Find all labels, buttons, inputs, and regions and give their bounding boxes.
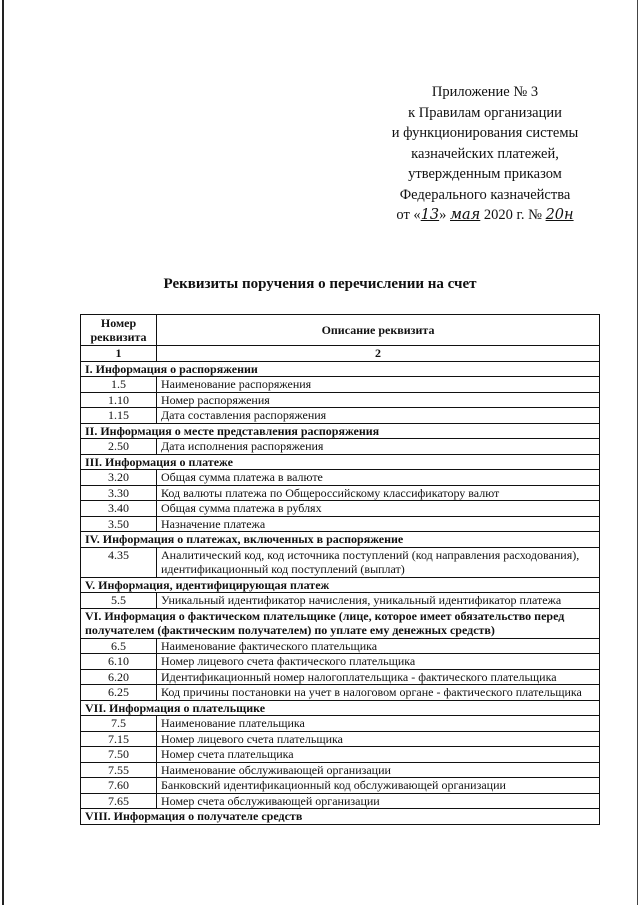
table-body: [81, 361, 600, 824]
requisite-code: 7.15: [81, 731, 157, 747]
table-row: [81, 669, 600, 685]
date-day: 13: [420, 207, 440, 223]
requisite-description: Номер распоряжения: [157, 392, 600, 408]
table-row: [81, 408, 600, 424]
requisite-description: Номер счета обслуживающей организации: [157, 793, 600, 809]
date-year: 2020 г. №: [483, 207, 542, 223]
requisites-table: [80, 314, 600, 825]
page-right-edge: [637, 0, 638, 905]
table-row: [81, 793, 600, 809]
section-row: [81, 361, 600, 377]
table-row: [81, 501, 600, 517]
requisite-description: Назначение платежа: [157, 516, 600, 532]
requisite-code: 3.40: [81, 501, 157, 517]
requisite-description: Наименование обслуживающей организации: [157, 762, 600, 778]
requisite-code: 6.10: [81, 654, 157, 670]
section-title: VII. Информация о плательщике: [81, 700, 600, 716]
section-title: IV. Информация о платежах, включенных в распоряжение: [81, 532, 600, 548]
requisite-description: Номер лицевого счета фактического плательщика: [157, 654, 600, 670]
requisite-description: Наименование фактического плательщика: [157, 638, 600, 654]
appendix-line: утвержденным приказом: [408, 166, 562, 182]
section-row: [81, 809, 600, 825]
table-row: [81, 516, 600, 532]
requisite-code: 1.10: [81, 392, 157, 408]
header-description: Описание реквизита: [157, 315, 600, 346]
appendix-line: к Правилам организации: [408, 104, 562, 121]
appendix-line: Приложение № 3: [431, 84, 539, 100]
section-title: V. Информация, идентифицирующая платеж: [81, 577, 600, 593]
appendix-line: и функционирования системы: [391, 125, 579, 141]
requisite-code: 2.50: [81, 439, 157, 455]
requisite-description: Код валюты платежа по Общероссийскому классификатору валют: [157, 485, 600, 501]
table-row: [81, 731, 600, 747]
table-row: [81, 593, 600, 609]
section-row: [81, 423, 600, 439]
table-row: [81, 778, 600, 794]
section-row: [81, 532, 600, 548]
requisite-code: 6.20: [81, 669, 157, 685]
table-row: [81, 547, 600, 577]
table-row: [81, 747, 600, 763]
requisite-description: Общая сумма платежа в рублях: [157, 501, 600, 517]
table-header-row: [81, 315, 600, 346]
section-row: [81, 577, 600, 593]
requisite-code: 3.20: [81, 470, 157, 486]
table-row: [81, 470, 600, 486]
requisite-code: 7.5: [81, 716, 157, 732]
requisite-code: 1.5: [81, 377, 157, 393]
requisite-description: Код причины постановки на учет в налоговом органе - фактического плательщика: [157, 685, 600, 701]
requisite-code: 5.5: [81, 593, 157, 609]
table-row: [81, 485, 600, 501]
appendix-line: Федерального казначейства: [399, 186, 571, 203]
requisite-code: 3.50: [81, 516, 157, 532]
page-title: Реквизиты поручения о перечислении на счет: [163, 276, 477, 292]
section-title: VI. Информация о фактическом плательщике (лице, которое имеет обязательство перед получателем (фактическим получателем) по уплате ему денежных средств): [81, 608, 600, 638]
requisite-description: Уникальный идентификатор начисления, уникальный идентификатор платежа: [157, 593, 600, 609]
requisite-code: 6.5: [81, 638, 157, 654]
requisite-code: 3.30: [81, 485, 157, 501]
date-mid: »: [439, 207, 447, 223]
requisite-description: Наименование плательщика: [157, 716, 600, 732]
appendix-line: казначейских платежей,: [411, 145, 559, 162]
column-number: 1: [81, 346, 157, 362]
page-left-edge: [2, 0, 4, 905]
header-number: Номер реквизита: [81, 315, 157, 346]
table-row: [81, 377, 600, 393]
section-row: [81, 700, 600, 716]
requisite-description: Наименование распоряжения: [157, 377, 600, 393]
date-prefix: от «: [396, 207, 421, 223]
requisite-code: 7.55: [81, 762, 157, 778]
requisite-description: Дата исполнения распоряжения: [157, 439, 600, 455]
requisite-description: Общая сумма платежа в валюте: [157, 470, 600, 486]
requisite-description: Номер лицевого счета плательщика: [157, 731, 600, 747]
column-number: 2: [157, 346, 600, 362]
section-title: VIII. Информация о получателе средств: [81, 809, 600, 825]
requisite-code: 7.50: [81, 747, 157, 763]
requisite-code: 6.25: [81, 685, 157, 701]
appendix-date-line: [360, 205, 610, 226]
requisite-description: Идентификационный номер налогоплательщика - фактического плательщика: [157, 669, 600, 685]
table-row: [81, 654, 600, 670]
requisite-description: Банковский идентификационный код обслуживающей организации: [157, 778, 600, 794]
requisite-code: 7.60: [81, 778, 157, 794]
section-title: III. Информация о платеже: [81, 454, 600, 470]
appendix-block: [360, 82, 610, 226]
requisite-description: Дата составления распоряжения: [157, 408, 600, 424]
section-title: II. Информация о месте представления распоряжения: [81, 423, 600, 439]
table-row: [81, 716, 600, 732]
order-number: 20н: [545, 207, 574, 223]
table-row: [81, 685, 600, 701]
requisite-code: 1.15: [81, 408, 157, 424]
requisite-description: Номер счета плательщика: [157, 747, 600, 763]
table-row: [81, 762, 600, 778]
section-title: I. Информация о распоряжении: [81, 361, 600, 377]
requisite-code: 7.65: [81, 793, 157, 809]
section-row: [81, 454, 600, 470]
column-number-row: [81, 346, 600, 362]
requisite-code: 4.35: [81, 547, 157, 577]
requisite-description: Аналитический код, код источника поступлений (код направления расходования), идентификационный код поступлений (выплат): [157, 547, 600, 577]
date-month: мая: [450, 207, 481, 223]
table-row: [81, 392, 600, 408]
table-row: [81, 638, 600, 654]
table-row: [81, 439, 600, 455]
section-row: [81, 608, 600, 638]
